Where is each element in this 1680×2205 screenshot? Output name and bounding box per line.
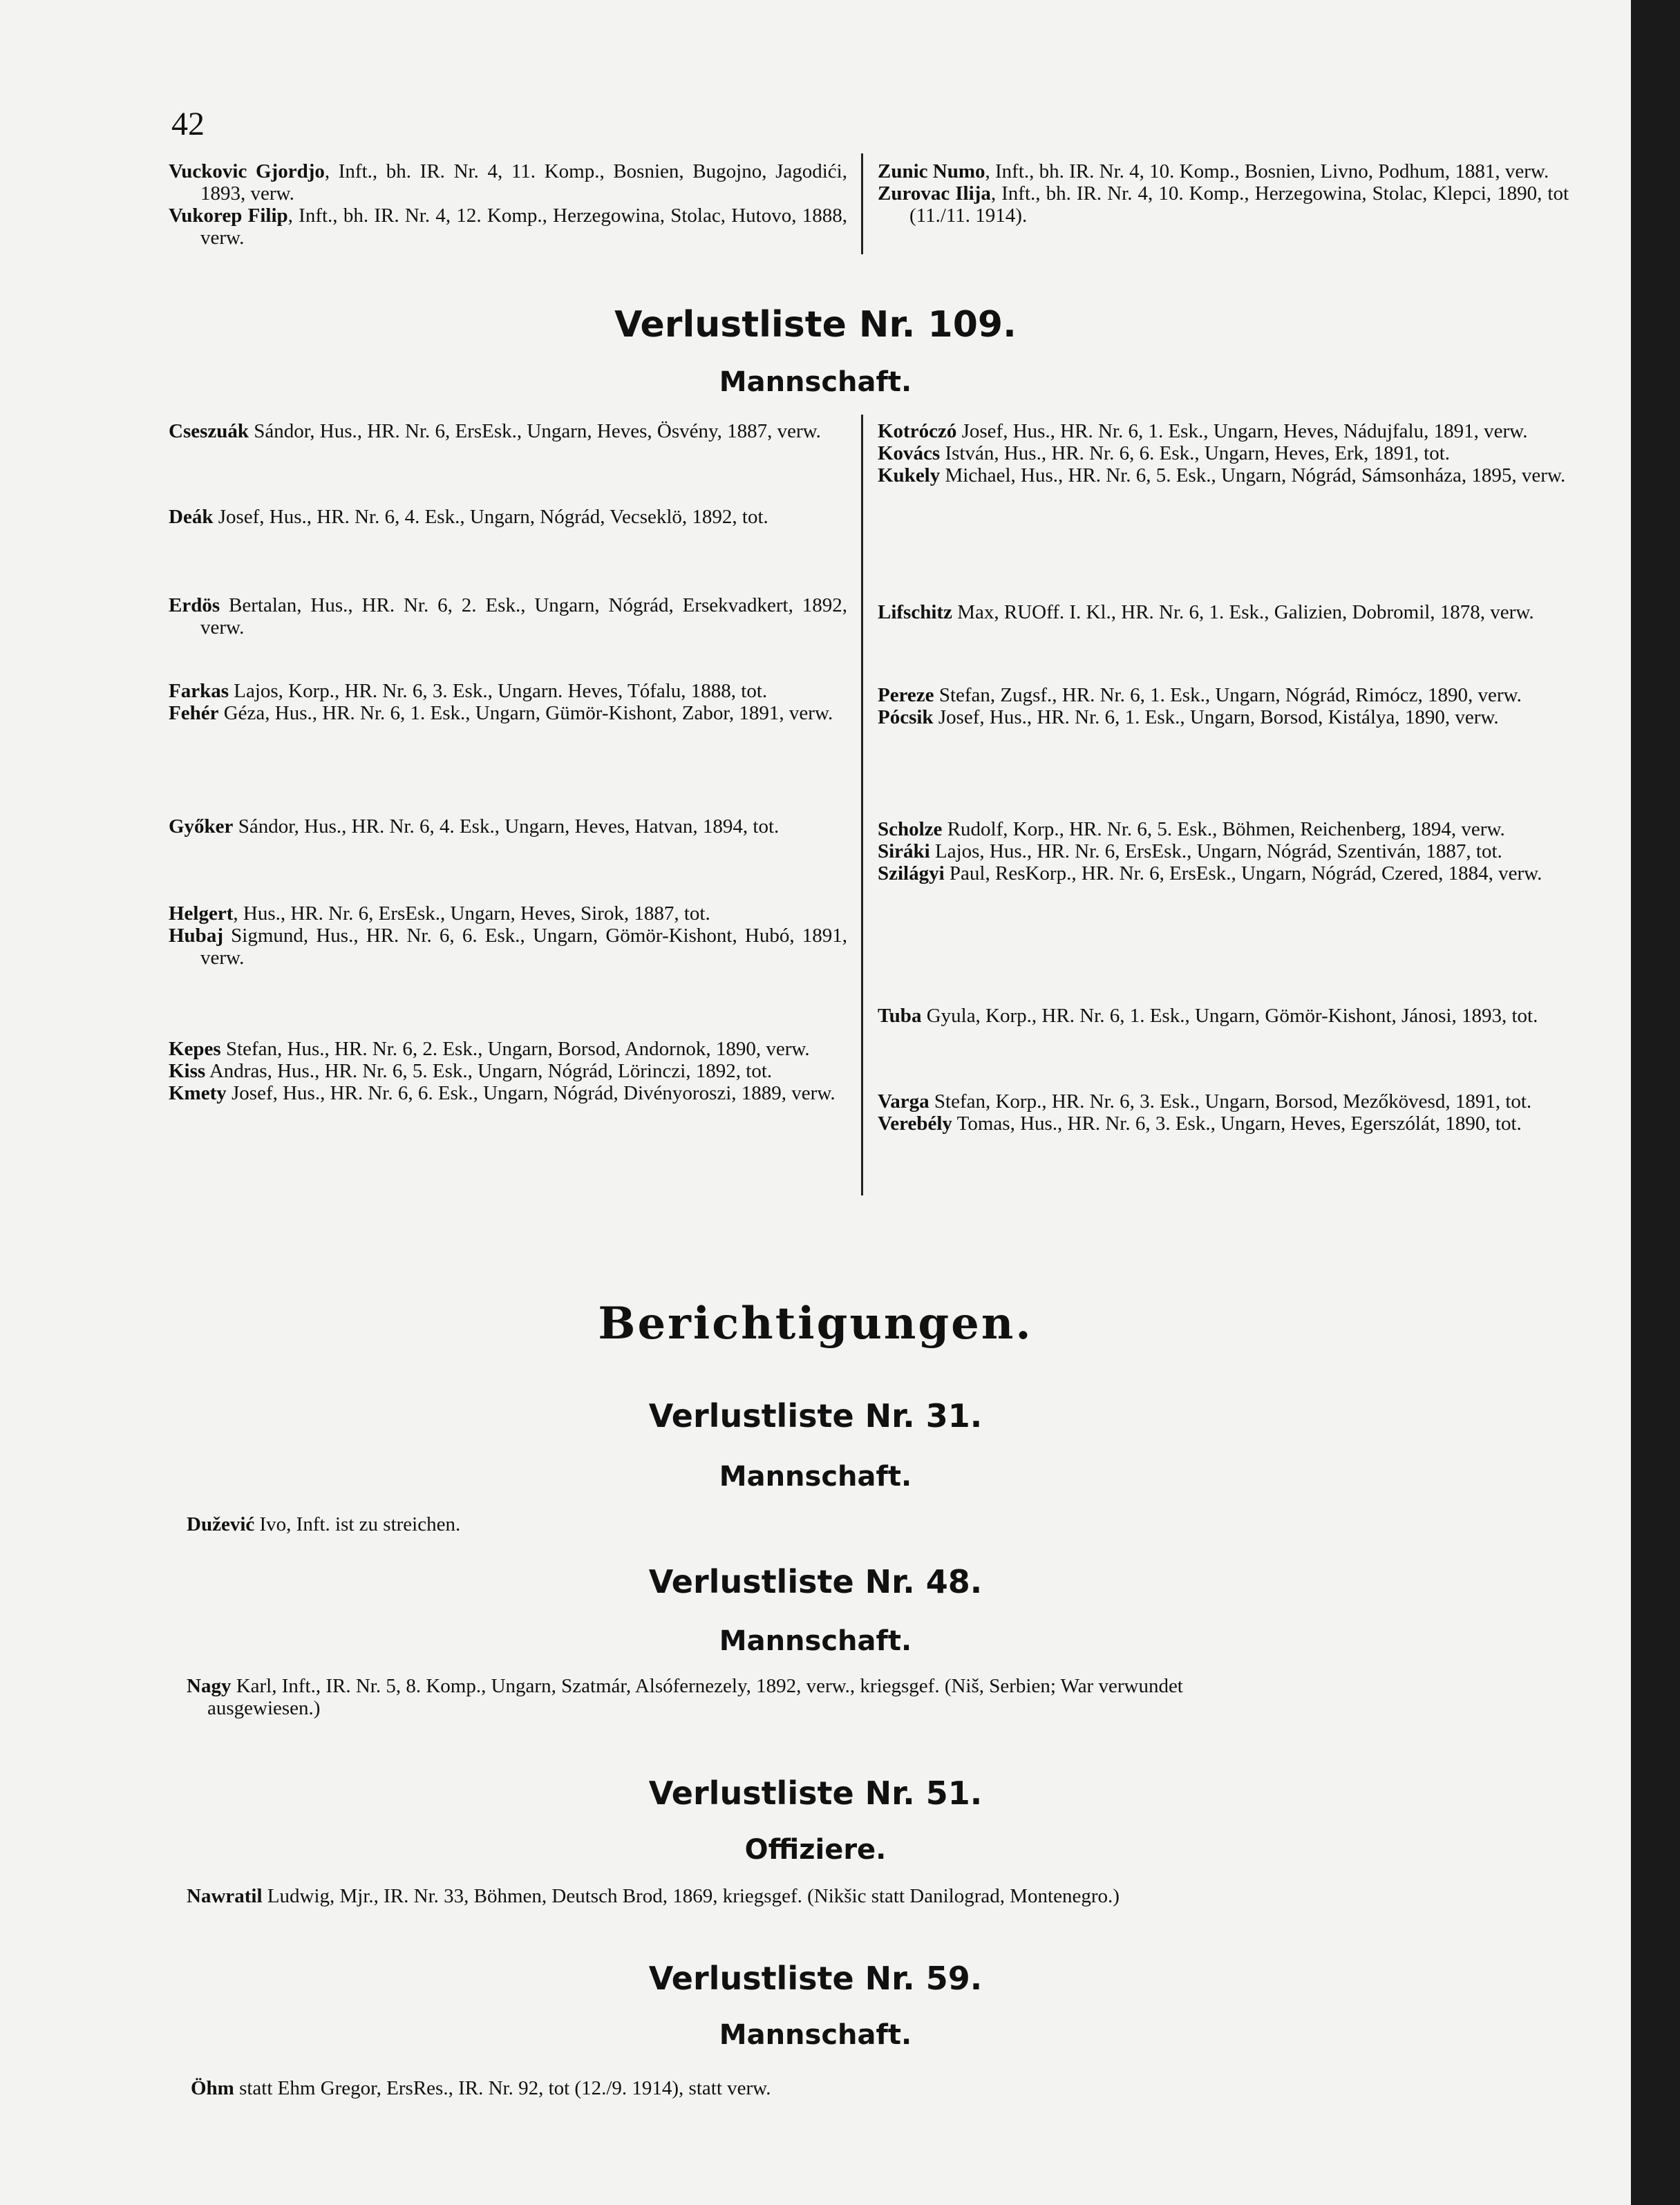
entry: Helgert, Hus., HR. Nr. 6, ErsEsk., Ungarn, Heves, Sirok, 1887, tot. xyxy=(169,902,710,925)
page-number: 42 xyxy=(171,106,205,142)
entry-block xyxy=(878,1005,1569,1027)
section-title: Verlustliste Nr. 51. xyxy=(648,1775,983,1812)
entry-block xyxy=(169,506,847,528)
entry-block xyxy=(169,815,847,837)
entry: Kmety Josef, Hus., HR. Nr. 6, 6. Esk., Ungarn, Nógrád, Divényoroszi, 1889, verw. xyxy=(169,1082,836,1104)
entry: Zurovac Ilija, Inft., bh. IR. Nr. 4, 10. Komp., Herzegowina, Stolac, Klepci, 1890, tot (11./11. 1914). xyxy=(878,182,1569,227)
entry: Deák Josef, Hus., HR. Nr. 6, 4. Esk., Ungarn, Nógrád, Vecseklö, 1892, tot. xyxy=(169,506,768,528)
entry: Zunic Numo, Inft., bh. IR. Nr. 4, 10. Komp., Bosnien, Livno, Podhum, 1881, verw. xyxy=(878,160,1549,182)
entry: Lifschitz Max, RUOff. I. Kl., HR. Nr. 6, 1. Esk., Galizien, Dobromil, 1878, verw. xyxy=(878,601,1534,623)
entry: Kovács István, Hus., HR. Nr. 6, 6. Esk., Ungarn, Heves, Erk, 1891, tot. xyxy=(878,442,1451,464)
top-left-column xyxy=(169,160,847,249)
entry: Kepes Stefan, Hus., HR. Nr. 6, 2. Esk., Ungarn, Borsod, Andornok, 1890, verw. xyxy=(169,1038,810,1060)
correction-entry: Dužević Ivo, Inft. ist zu streichen. xyxy=(187,1513,461,1535)
entry-block xyxy=(878,601,1569,623)
entry: Erdös Bertalan, Hus., HR. Nr. 6, 2. Esk., Ungarn, Nógrád, Ersekvadkert, 1892, verw. xyxy=(169,594,847,638)
entry-block xyxy=(169,1038,847,1104)
correction-entry-continuation: ausgewiesen.) xyxy=(207,1697,321,1719)
entry-block xyxy=(878,1090,1569,1135)
entry: Pócsik Josef, Hus., HR. Nr. 6, 1. Esk., Ungarn, Borsod, Kistálya, 1890, verw. xyxy=(878,706,1499,728)
entry-block xyxy=(169,680,847,724)
entry: Varga Stefan, Korp., HR. Nr. 6, 3. Esk., Ungarn, Borsod, Mezőkövesd, 1891, tot. xyxy=(878,1090,1532,1113)
section-subtitle: Mannschaft. xyxy=(719,366,912,398)
entry: Farkas Lajos, Korp., HR. Nr. 6, 3. Esk., Ungarn. Heves, Tófalu, 1888, tot. xyxy=(169,680,768,702)
correction-entry: Öhm statt Ehm Gregor, ErsRes., IR. Nr. 92, tot (12./9. 1914), statt verw. xyxy=(191,2077,771,2099)
column-divider xyxy=(861,153,863,254)
section-title: Verlustliste Nr. 59. xyxy=(648,1960,983,1997)
correction-entry: Nagy Karl, Inft., IR. Nr. 5, 8. Komp., Ungarn, Szatmár, Alsófernezely, 1892, verw., kriegsgef. (Niš, Serbien; War verwundet xyxy=(187,1675,1183,1697)
section-title: Verlustliste Nr. 48. xyxy=(648,1563,983,1600)
entry-block xyxy=(169,902,847,969)
entry-block xyxy=(169,594,847,638)
corrections-title: Berichtigungen. xyxy=(598,1298,1033,1350)
section-title: Verlustliste Nr. 109. xyxy=(614,304,1017,346)
section-subtitle: Mannschaft. xyxy=(719,1461,912,1493)
entry: Szilágyi Paul, ResKorp., HR. Nr. 6, ErsEsk., Ungarn, Nógrád, Czered, 1884, verw. xyxy=(878,862,1542,884)
correction-entry: Nawratil Ludwig, Mjr., IR. Nr. 33, Böhmen, Deutsch Brod, 1869, kriegsgef. (Nikšic statt Danilograd, Montenegro.) xyxy=(187,1885,1120,1907)
entry: Pereze Stefan, Zugsf., HR. Nr. 6, 1. Esk., Ungarn, Nógrád, Rimócz, 1890, verw. xyxy=(878,684,1522,706)
entry: Kukely Michael, Hus., HR. Nr. 6, 5. Esk., Ungarn, Nógrád, Sámsonháza, 1895, verw. xyxy=(878,464,1566,486)
column-divider xyxy=(861,415,863,1195)
entry: Tuba Gyula, Korp., HR. Nr. 6, 1. Esk., Ungarn, Gömör-Kishont, Jánosi, 1893, tot. xyxy=(878,1005,1538,1027)
entry: Scholze Rudolf, Korp., HR. Nr. 6, 5. Esk., Böhmen, Reichenberg, 1894, verw. xyxy=(878,818,1505,840)
entry: Cseszuák Sándor, Hus., HR. Nr. 6, ErsEsk., Ungarn, Heves, Ösvény, 1887, verw. xyxy=(169,420,821,442)
entry: Vuckovic Gjordjo, Inft., bh. IR. Nr. 4, 11. Komp., Bosnien, Bugojno, Jagodići, 1893, verw. xyxy=(169,160,847,205)
entry: Kiss Andras, Hus., HR. Nr. 6, 5. Esk., Ungarn, Nógrád, Lörinczi, 1892, tot. xyxy=(169,1060,773,1082)
top-right-column xyxy=(878,160,1569,227)
entry: Vukorep Filip, Inft., bh. IR. Nr. 4, 12. Komp., Herzegowina, Stolac, Hutovo, 1888, verw. xyxy=(169,205,847,249)
section-subtitle: Mannschaft. xyxy=(719,2019,912,2051)
section-title: Verlustliste Nr. 31. xyxy=(648,1397,983,1435)
entry: Verebély Tomas, Hus., HR. Nr. 6, 3. Esk., Ungarn, Heves, Egerszólát, 1890, tot. xyxy=(878,1113,1522,1135)
entry: Hubaj Sigmund, Hus., HR. Nr. 6, 6. Esk., Ungarn, Gömör-Kishont, Hubó, 1891, verw. xyxy=(169,925,847,969)
entry-block xyxy=(878,818,1569,884)
entry: Kotróczó Josef, Hus., HR. Nr. 6, 1. Esk., Ungarn, Heves, Nádujfalu, 1891, verw. xyxy=(878,420,1528,442)
entry: Győker Sándor, Hus., HR. Nr. 6, 4. Esk., Ungarn, Heves, Hatvan, 1894, tot. xyxy=(169,815,780,837)
section-subtitle: Offiziere. xyxy=(744,1834,887,1866)
entry-block xyxy=(878,684,1569,728)
entry: Siráki Lajos, Hus., HR. Nr. 6, ErsEsk., Ungarn, Nógrád, Szentiván, 1887, tot. xyxy=(878,840,1502,862)
entry-block xyxy=(169,420,847,442)
section-subtitle: Mannschaft. xyxy=(719,1625,912,1657)
entry-block xyxy=(878,420,1569,486)
entry: Fehér Géza, Hus., HR. Nr. 6, 1. Esk., Ungarn, Gümör-Kishont, Zabor, 1891, verw. xyxy=(169,702,833,724)
